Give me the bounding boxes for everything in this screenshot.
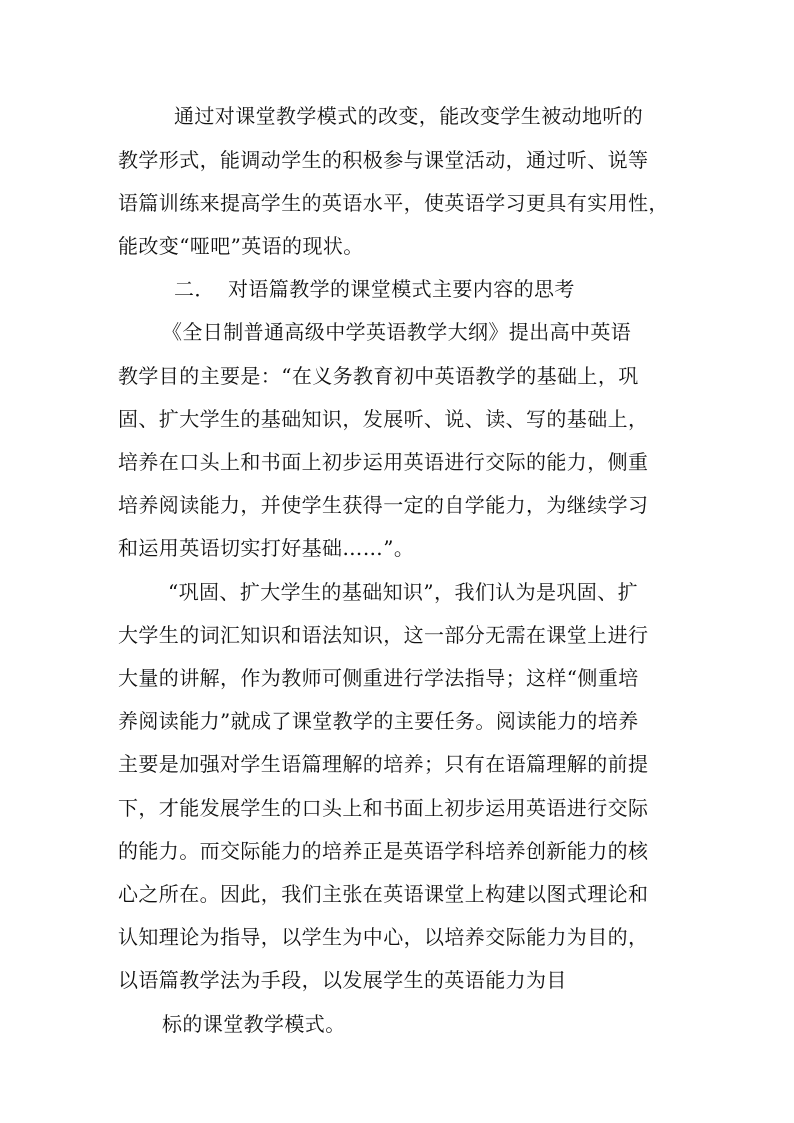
paragraph-3-line-9: 认知理论为指导，以学生为中心，以培养交际能力为目的， xyxy=(118,925,649,949)
section-heading-number: 二． xyxy=(174,277,215,301)
paragraph-2-line-5: 培养阅读能力，并使学生获得一定的自学能力，为继续学习 xyxy=(118,493,649,517)
paragraph-2-line-4: 培养在口头上和书面上初步运用英语进行交际的能力，侧重 xyxy=(118,450,649,474)
paragraph-1-line-1: 通过对课堂教学模式的改变，能改变学生被动地听的 xyxy=(174,104,644,128)
paragraph-4-line-1: 标的课堂教学模式。 xyxy=(162,1012,346,1036)
paragraph-2-line-3: 固、扩大学生的基础知识，发展听、说、读、写的基础上， xyxy=(118,407,649,431)
paragraph-3-line-8: 心之所在。因此，我们主张在英语课堂上构建以图式理论和 xyxy=(118,882,649,906)
paragraph-1-line-4: 能改变“哑吧”英语的现状。 xyxy=(118,234,364,258)
paragraph-3-line-4: 养阅读能力”就成了课堂教学的主要任务。阅读能力的培养 xyxy=(118,709,639,733)
paragraph-1-line-3: 语篇训练来提高学生的英语水平，使英语学习更具有实用性， xyxy=(118,191,669,215)
paragraph-3-line-1: “巩固、扩大学生的基础知识”，我们认为是巩固、扩 xyxy=(168,580,639,604)
paragraph-3-line-2: 大学生的词汇知识和语法知识，这一部分无需在课堂上进行 xyxy=(118,623,649,647)
paragraph-2-line-6: 和运用英语切实打好基础……”。 xyxy=(118,536,415,560)
paragraph-3-line-6: 下，才能发展学生的口头上和书面上初步运用英语进行交际 xyxy=(118,796,649,820)
section-heading-title: 对语篇教学的课堂模式主要内容的思考 xyxy=(228,277,575,301)
paragraph-1-line-2: 教学形式，能调动学生的积极参与课堂活动，通过听、说等 xyxy=(118,148,649,172)
paragraph-3-line-3: 大量的讲解，作为教师可侧重进行学法指导；这样“侧重培 xyxy=(118,666,639,690)
paragraph-2-line-2: 教学目的主要是：“在义务教育初中英语教学的基础上，巩 xyxy=(118,364,639,388)
paragraph-3-line-5: 主要是加强对学生语篇理解的培养；只有在语篇理解的前提 xyxy=(118,752,649,776)
paragraph-2-line-1: 《全日制普通高级中学英语教学大纲》提出高中英语 xyxy=(162,320,632,344)
paragraph-3-line-7: 的能力。而交际能力的培养正是英语学科培养创新能力的核 xyxy=(118,839,649,863)
paragraph-3-line-10: 以语篇教学法为手段，以发展学生的英语能力为目 xyxy=(118,968,567,992)
